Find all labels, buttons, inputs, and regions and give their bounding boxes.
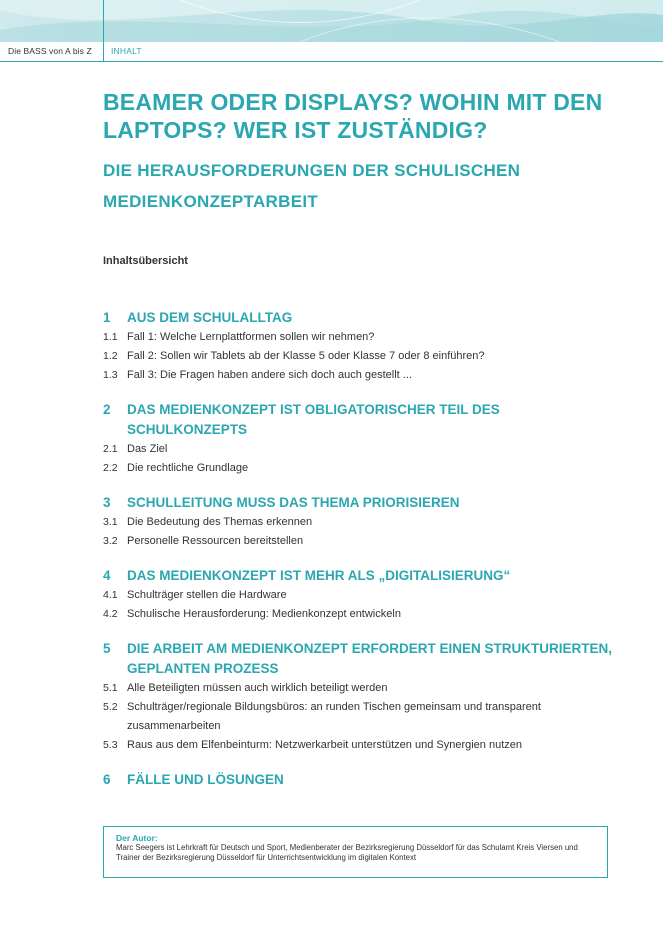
item-number: 4.2 [103,608,118,620]
section-title: AUS DEM SCHULALLTAG [127,310,293,325]
item-title: Schulische Herausforderung: Medienkonzept entwickeln [127,608,401,620]
author-label: Der Autor: [116,833,158,843]
item-title: Die Bedeutung des Themas erkennen [127,516,313,528]
header-decorative-band [0,0,663,42]
toc-item [103,679,623,698]
toc-item [103,366,623,385]
section-title: SCHULLEITUNG MUSS DAS THEMA PRIORISIEREN [127,495,460,510]
item-title: Fall 2: Sollen wir Tablets ab der Klasse 5 oder Klasse 7 oder 8 einführen? [127,350,485,362]
item-title: Die rechtliche Grundlage [127,462,249,474]
section-title: DAS MEDIENKONZEPT IST MEHR ALS „DIGITALISIERUNG“ [127,568,511,583]
page-title: BEAMER ODER DISPLAYS? WOHIN MIT DEN LAPTOPS? WER IST ZUSTÄNDIG? [103,89,603,143]
item-number: 3.1 [103,516,118,528]
header-rule [0,61,663,62]
toc-item [103,605,623,624]
section-number: 3 [103,495,111,510]
header-section-label: INHALT [111,46,142,56]
item-number: 3.2 [103,535,118,547]
toc-item [103,440,623,459]
section-number: 6 [103,772,111,787]
toc-heading: Inhaltsübersicht [103,255,188,267]
item-title: Raus aus dem Elfenbeinturm: Netzwerkarbeit unterstützen und Synergien nutzen [127,739,522,751]
item-number: 1.3 [103,369,118,381]
section-title: FÄLLE UND LÖSUNGEN [127,772,284,787]
toc-item [103,586,623,605]
table-of-contents [103,308,623,790]
toc-section-3 [103,493,623,551]
toc-item [103,532,623,551]
toc-item [103,459,623,478]
toc-section-5 [103,639,623,755]
item-number: 2.2 [103,462,118,474]
section-number: 5 [103,641,111,656]
page-subtitle: DIE HERAUSFORDERUNGEN DER SCHULISCHEN MEDIENKONZEPTARBEIT [103,161,521,211]
item-number: 1.1 [103,331,118,343]
item-title: Alle Beteiligten müssen auch wirklich beteiligt werden [127,682,388,694]
section-title: DIE ARBEIT AM MEDIENKONZEPT ERFORDERT EINEN STRUKTURIERTEN, GEPLANTEN PROZESS [127,641,613,676]
item-number: 4.1 [103,589,118,601]
item-number: 2.1 [103,443,118,455]
item-title: Schulträger stellen die Hardware [127,589,287,601]
toc-item [103,698,623,736]
item-title: Fall 1: Welche Lernplattformen sollen wir nehmen? [127,331,375,343]
toc-section-6 [103,770,623,790]
item-title: Fall 3: Die Fragen haben andere sich doch auch gestellt ... [127,369,412,381]
header-divider [103,0,104,62]
toc-section-2 [103,400,623,478]
author-bio: Marc Seegers ist Lehrkraft für Deutsch und Sport, Medienberater der Bezirksregierung Düsseldorf für das Schulamt Kreis Viersen und Trainer der Bezirksregierung Düsseldorf für Unterrichtsentwicklung im digitalen Kontext [116,843,578,862]
toc-item [103,513,623,532]
toc-item [103,347,623,366]
toc-item [103,328,623,347]
item-number: 1.2 [103,350,118,362]
item-number: 5.1 [103,682,118,694]
section-number: 1 [103,310,111,325]
item-number: 5.2 [103,701,118,713]
toc-item [103,736,623,755]
author-info-box [103,826,608,878]
header-series-label: Die BASS von A bis Z [8,46,92,56]
toc-section-1 [103,308,623,385]
item-title: Das Ziel [127,443,168,455]
section-title: DAS MEDIENKONZEPT IST OBLIGATORISCHER TEIL DES SCHULKONZEPTS [127,402,500,437]
section-number: 2 [103,402,111,417]
item-title: Personelle Ressourcen bereitstellen [127,535,304,547]
item-number: 5.3 [103,739,118,751]
toc-section-4 [103,566,623,624]
item-title: Schulträger/regionale Bildungsbüros: an runden Tischen gemeinsam und transparent zusammenarbeiten [127,701,541,732]
decorative-swirl-graphic [0,0,663,42]
section-number: 4 [103,568,111,583]
